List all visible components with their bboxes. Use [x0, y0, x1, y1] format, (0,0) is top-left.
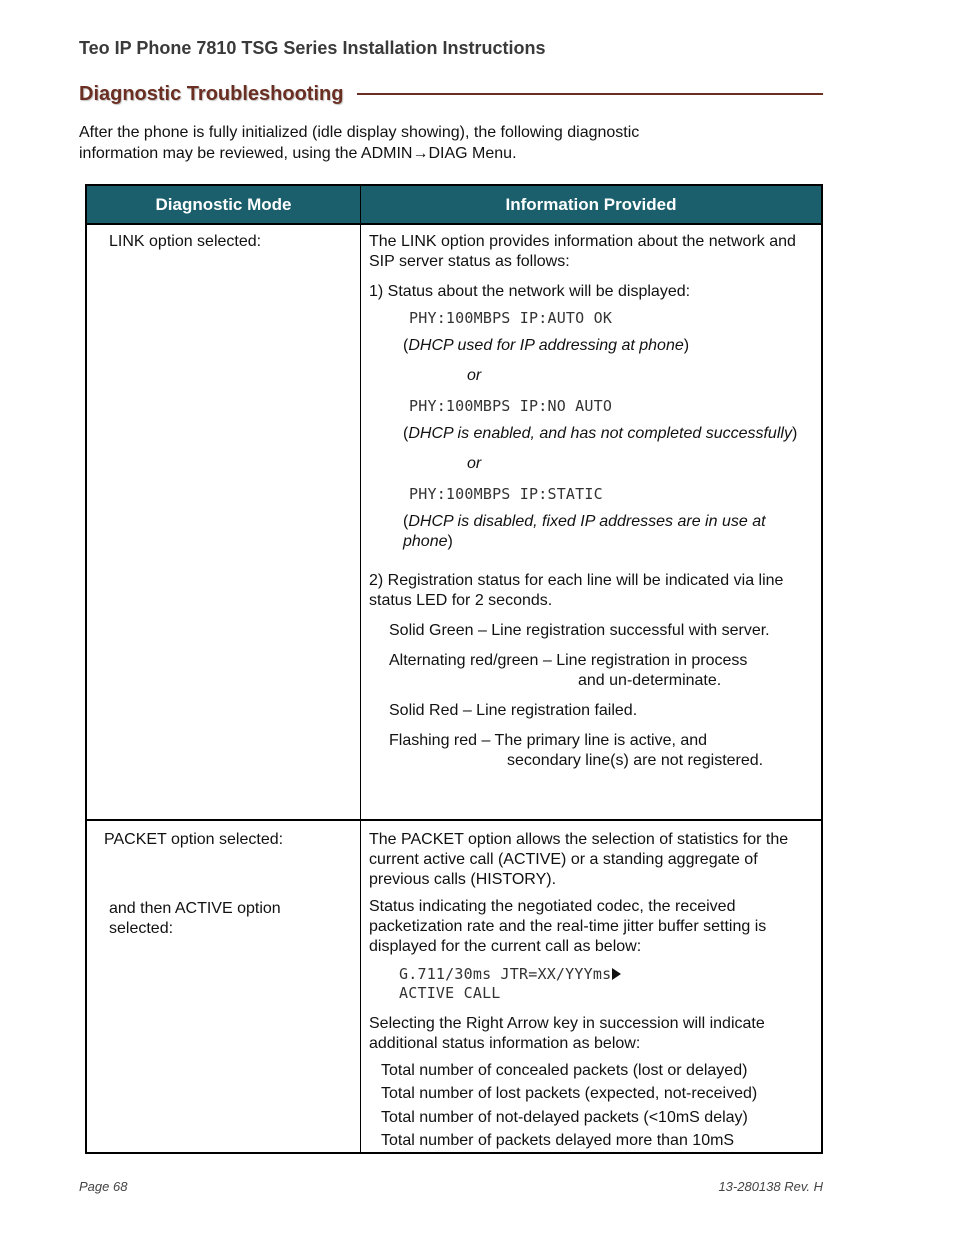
display-no-auto: PHY:100MBPS IP:NO AUTO [409, 397, 613, 415]
note-no-auto-open: ( [403, 425, 409, 442]
document-id: 13-280138 Rev. H [718, 1179, 823, 1194]
led-alternating-line1: Alternating red/green – Line registration in process [389, 652, 748, 669]
phone-display-sample [369, 965, 819, 1003]
led-alternating-line2: and un-determinate. [578, 672, 722, 689]
total-concealed: Total number of concealed packets (lost or delayed) [381, 1062, 748, 1079]
display-static: PHY:100MBPS IP:STATIC [409, 485, 603, 503]
note-auto-ok-close: ) [683, 337, 690, 354]
page-number: Page 68 [79, 1179, 128, 1194]
note-static-close: ) [447, 533, 453, 550]
arrow-intro: Selecting the Right Arrow key in succession will indicate additional status information as below: [369, 1015, 765, 1052]
header-information-provided: Information Provided [505, 195, 677, 214]
display-auto-ok: PHY:100MBPS IP:AUTO OK [409, 309, 613, 327]
link-status-heading: 1) Status about the network will be displayed: [369, 283, 691, 300]
phone-display-line1-text: G.711/30ms JTR=XX/YYYms [399, 965, 612, 983]
note-auto-ok [369, 336, 819, 356]
note-no-auto [369, 424, 819, 444]
link-mode-label: LINK option selected: [109, 233, 262, 250]
section-title: Diagnostic Troubleshooting [79, 82, 344, 105]
section-heading-row [79, 80, 823, 108]
note-no-auto-text: DHCP is enabled, and has not completed successfully [408, 425, 792, 442]
packet-info-cell [369, 830, 819, 1152]
active-mode-label: and then ACTIVE option selected: [109, 900, 281, 937]
or-separator-1: or [467, 367, 482, 384]
column-divider [360, 186, 361, 1152]
right-arrow-icon [612, 968, 621, 980]
note-auto-ok-text: DHCP used for IP addressing at phone [408, 337, 684, 354]
packet-status: Status indicating the negotiated codec, the received packetization rate and the real-time jitter buffer setting is displayed for the current call as below: [369, 898, 767, 955]
total-lost: Total number of lost packets (expected, not-received) [381, 1085, 758, 1103]
led-flashing-line2: secondary line(s) are not registered. [507, 752, 764, 769]
led-solid-red: Solid Red – Line registration failed. [389, 702, 638, 719]
row-divider [87, 819, 821, 821]
intro-line-2: information may be reviewed, using the ADMIN→DIAG Menu. [79, 145, 517, 162]
note-no-auto-close: ) [791, 425, 798, 442]
led-alternating [369, 651, 819, 691]
diagnostic-table [85, 184, 823, 1154]
led-flashing-line1: Flashing red – The primary line is active, and [389, 732, 708, 749]
total-not-delayed: Total number of not-delayed packets (<10mS delay) [381, 1108, 748, 1126]
total-delayed: Total number of packets delayed more than 10mS [381, 1131, 735, 1149]
phone-display-line2: ACTIVE CALL [399, 984, 501, 1002]
or-separator-2: or [467, 455, 482, 472]
packet-mode-label: PACKET option selected: [104, 831, 284, 848]
packet-intro: The PACKET option allows the selection of statistics for the current active call (ACTIVE) or a standing aggregate of previous calls (HISTORY). [369, 831, 789, 888]
link-intro: The LINK option provides information about the network and SIP server status as follows: [369, 233, 796, 270]
led-solid-green: Solid Green – Line registration successful with server. [389, 622, 770, 639]
note-static-open: ( [403, 513, 409, 530]
document-title: Teo IP Phone 7810 TSG Series Installation Instructions [79, 38, 546, 58]
led-flashing-red [369, 731, 819, 771]
note-auto-ok-open: ( [403, 337, 409, 354]
registration-heading: 2) Registration status for each line will be indicated via line status LED for 2 seconds. [369, 572, 784, 609]
link-info-cell [369, 232, 819, 781]
note-static-text: DHCP is disabled, fixed IP addresses are in use at phone [403, 513, 766, 550]
note-static [369, 512, 819, 552]
intro-paragraph [79, 122, 799, 164]
table-header [87, 186, 821, 225]
header-diagnostic-mode: Diagnostic Mode [155, 195, 292, 214]
intro-line-1: After the phone is fully initialized (idle display showing), the following diagnostic [79, 124, 640, 141]
phone-display-line1 [399, 965, 819, 984]
section-rule [357, 93, 823, 95]
